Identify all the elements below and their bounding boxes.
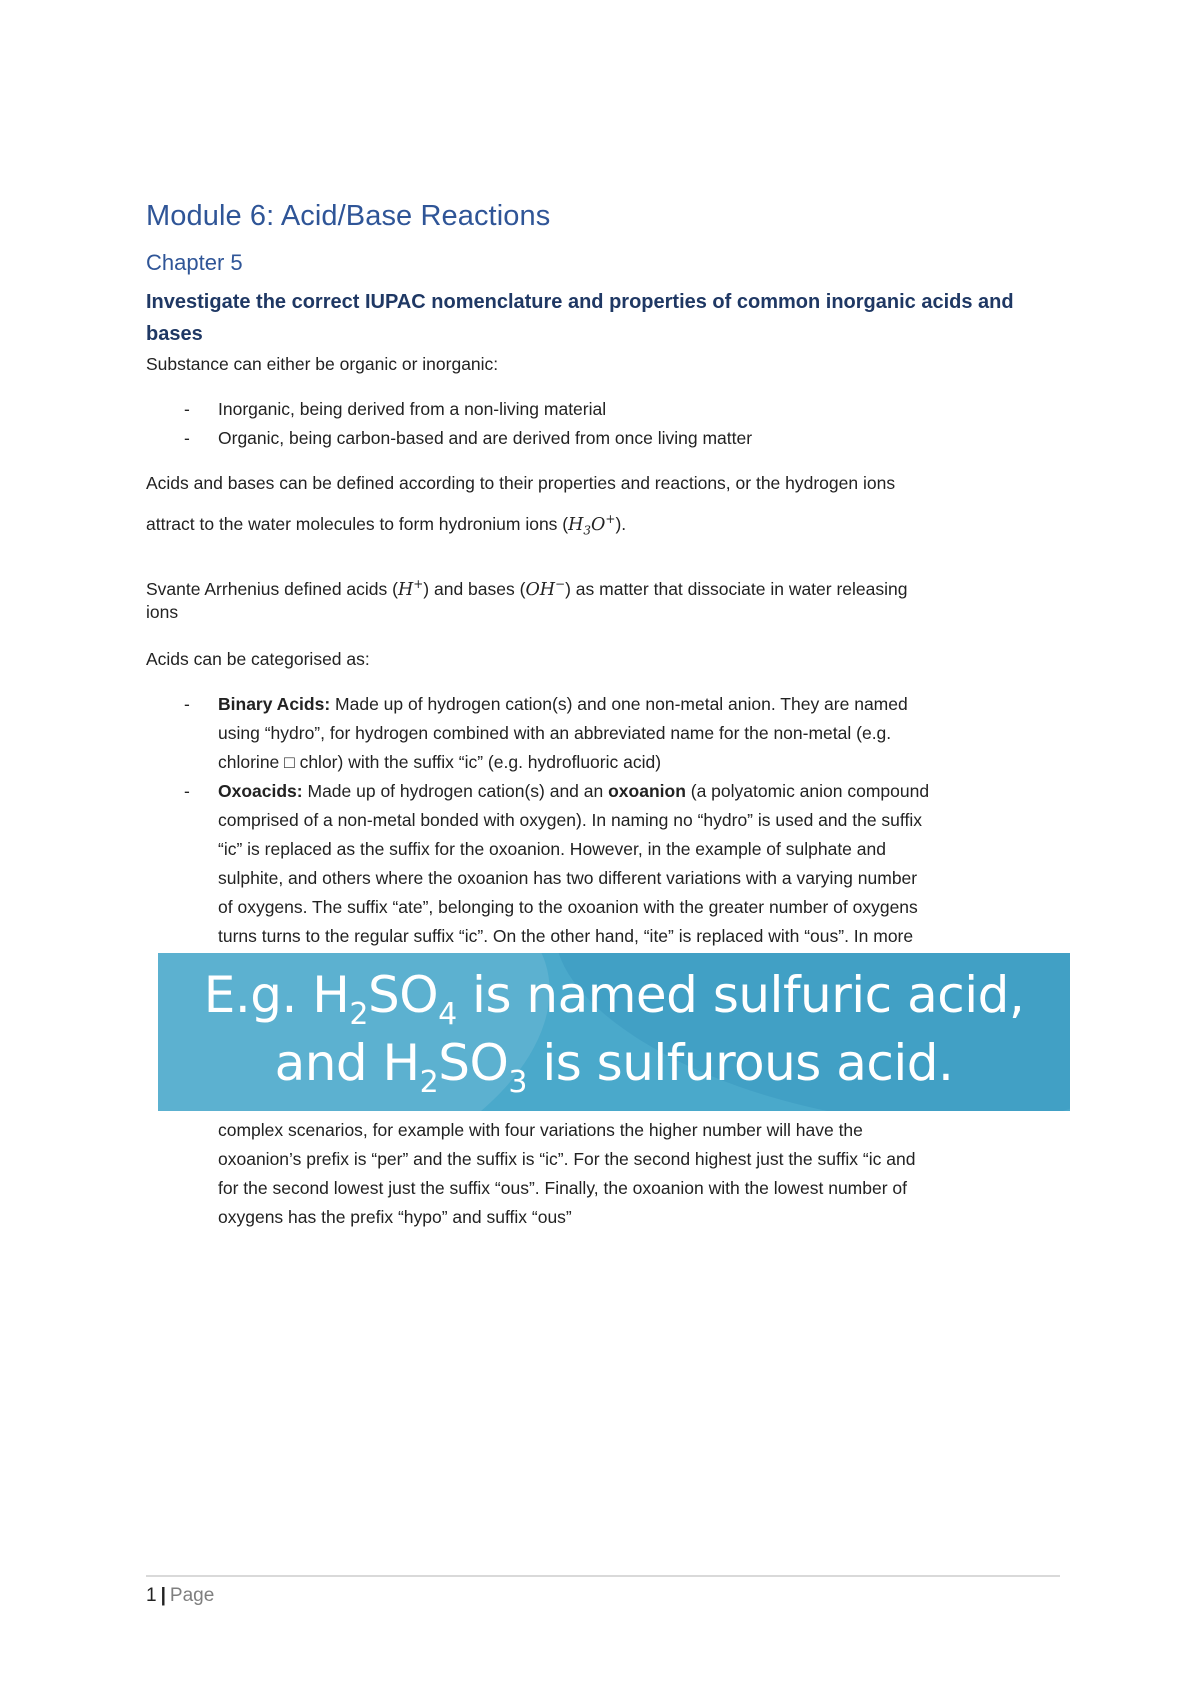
chapter-heading: Chapter 5	[146, 250, 243, 275]
oxoacids-term: Oxoacids:	[218, 781, 303, 801]
footer-separator: |	[160, 1585, 166, 1606]
acid-types-list	[146, 690, 929, 951]
section-heading: Investigate the correct IUPAC nomenclature and properties of common inorganic acids and bases	[146, 291, 1014, 345]
module-heading: Module 6: Acid/Base Reactions	[146, 200, 551, 232]
list-item-binary-acids: - Binary Acids: Made up of hydrogen cation(s) and one non-metal anion. They are named using “hydro”, for hydrogen combined with an abbreviated name for the non-metal (e.g. chlorine □ chlor) with the suffix “ic” (e.g. hydrofluoric acid)	[146, 690, 929, 777]
banner-line-1: E.g. $H_2SO_4$ is named sulfuric acid,	[203, 966, 1025, 1032]
banner-line-2: and $H_2SO_3$ is sulfurous acid.	[274, 1034, 954, 1100]
example-banner-image	[158, 953, 1070, 1111]
list-item-oxoacids: - Oxoacids: Made up of hydrogen cation(s) and an oxoanion (a polyatomic anion compound comprised of a non-metal bonded with oxygen). In naming no “hydro” is used and the suffix “ic” is replaced as the suffix for the oxoanion. However, in the example of sulphate and sulphite, and others where the oxoanion has two different variations with a varying number of oxygens. The suffix “ate”, belonging to the oxoanion with the greater number of oxygens turns turns to the regular suffix “ic”. On the other hand, “ite” is replaced with “ous”. In more	[146, 777, 929, 951]
oh-minus-formula: OH−	[525, 577, 566, 600]
oxoanion-term: oxoanion	[608, 781, 686, 801]
acids-bases-definition-line1: Acids and bases can be defined according to their properties and reactions, or the hydrogen ions	[146, 473, 896, 493]
list-item-organic: - Organic, being carbon-based and are derived from once living matter	[146, 424, 752, 453]
acids-categorised-text: Acids can be categorised as:	[146, 649, 370, 669]
footer-divider	[146, 1575, 1060, 1577]
substance-list	[146, 395, 752, 453]
intro-text: Substance can either be organic or inorganic:	[146, 354, 499, 374]
page-footer	[146, 1585, 214, 1607]
page-label: Page	[169, 1585, 215, 1606]
binary-acids-term: Binary Acids:	[218, 694, 331, 714]
page-number: 1	[146, 1585, 157, 1606]
h-plus-formula: H+	[397, 577, 424, 600]
list-item-inorganic: - Inorganic, being derived from a non-living material	[146, 395, 752, 424]
arrhenius-definition: Svante Arrhenius defined acids (H+) and bases (OH−) as matter that dissociate in water releasing	[146, 577, 908, 600]
arrhenius-definition-line2: ions	[146, 602, 179, 622]
acids-bases-definition-line2: attract to the water molecules to form hydronium ions $(H_3O^+)$.	[146, 512, 627, 538]
oxoacids-continuation: complex scenarios, for example with four variations the higher number will have the oxoanion’s prefix is “per” and the suffix is “ic”. For the second highest just the suffix “ic and for the second lowest just the suffix “ous”. Finally, the oxoanion with the lowest number of oxygens has the prefix “hypo” and suffix “ous”	[218, 1120, 916, 1227]
hydronium-formula: $H_3O^+$	[568, 512, 616, 538]
